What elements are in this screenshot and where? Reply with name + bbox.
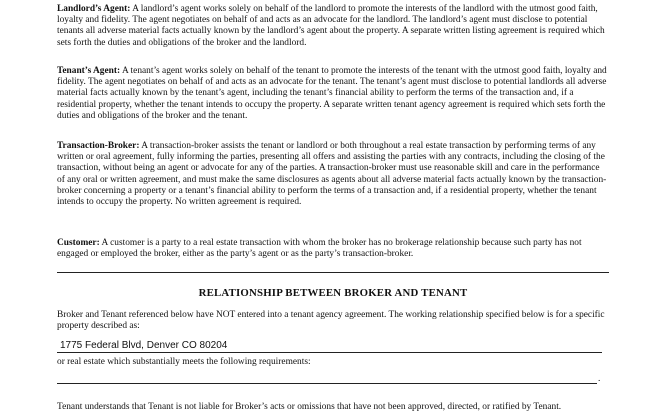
requirements-line[interactable] xyxy=(57,383,597,384)
intro-paragraph: Broker and Tenant referenced below have NOT entered into a tenant agency agreement. The working relationship specified below is for a specific property described as: xyxy=(57,310,605,332)
transaction-broker-text: A transaction-broker assists the tenant or landlord or both throughout a real estate transaction by performing terms of any written or oral agreement, fully informing the parties, presenting all offers and assisting the parties with any contracts, including the closing of the transaction, without being an agent or advocate for any of the parties. A transaction-broker must use reasonable skill and care in the performance of any oral or written agreement, and must make the same disclosures as agents about all adverse material facts actually known by the transaction-broker concerning a property or a tenant’s financial ability to perform the terms of a transaction and, if a residential property, whether the tenant intends to occupy the property. No written agreement is required. xyxy=(57,141,607,208)
landlords-agent-text: A landlord’s agent works solely on behalf of the landlord to promote the interests of the landlord with the utmost good faith, loyalty and fidelity. The agent negotiates on behalf of and acts as an advocate for the landlord. The landlord’s agent must disclose to potential tenants all adverse material facts actually known by the landlord’s agent about the property. A separate written listing agreement is required which sets forth the duties and obligations of the broker and the landlord. xyxy=(57,4,605,48)
tenants-agent-text: A tenant’s agent works solely on behalf of the tenant to promote the interests of the tenant with the utmost good faith, loyalty and fidelity. The agent negotiates on behalf of and acts as an advocate for the tenant. The tenant’s agent must disclose to potential landlords all adverse material facts actually known by the tenant’s agent, including the tenant’s financial ability to perform the terms of the transaction and, if a residential property, whether the tenant intends to occupy the property. A separate written tenant agency agreement is required which sets forth the duties and obligations of the broker and the tenant. xyxy=(57,66,607,121)
customer-text: A customer is a party to a real estate transaction with whom the broker has no brokerage relationship because such party has not engaged or employed the broker, either as the party’s agent or as the party’s transaction-broker. xyxy=(57,238,582,260)
section-heading: RELATIONSHIP BETWEEN BROKER AND TENANT xyxy=(198,287,468,299)
customer-term: Customer: xyxy=(57,238,100,248)
transaction-broker-paragraph xyxy=(57,141,609,208)
requirements-line-end: . xyxy=(598,374,601,384)
section-divider xyxy=(57,272,609,273)
transaction-broker-term: Transaction-Broker: xyxy=(57,141,140,151)
tenants-agent-paragraph xyxy=(57,66,609,122)
tenants-agent-term: Tenant’s Agent: xyxy=(57,66,121,76)
customer-paragraph xyxy=(57,238,609,260)
landlords-agent-paragraph xyxy=(57,4,609,49)
property-description-value: 1775 Federal Blvd, Denver CO 80204 xyxy=(60,340,228,351)
property-description-line[interactable] xyxy=(57,352,602,353)
liability-paragraph: Tenant understands that Tenant is not liable for Broker’s acts or omissions that have not been approved, directed, or ratified by Tenant. xyxy=(57,402,562,412)
landlords-agent-term: Landlord’s Agent: xyxy=(57,4,131,14)
requirements-label: or real estate which substantially meets the following requirements: xyxy=(57,357,311,367)
